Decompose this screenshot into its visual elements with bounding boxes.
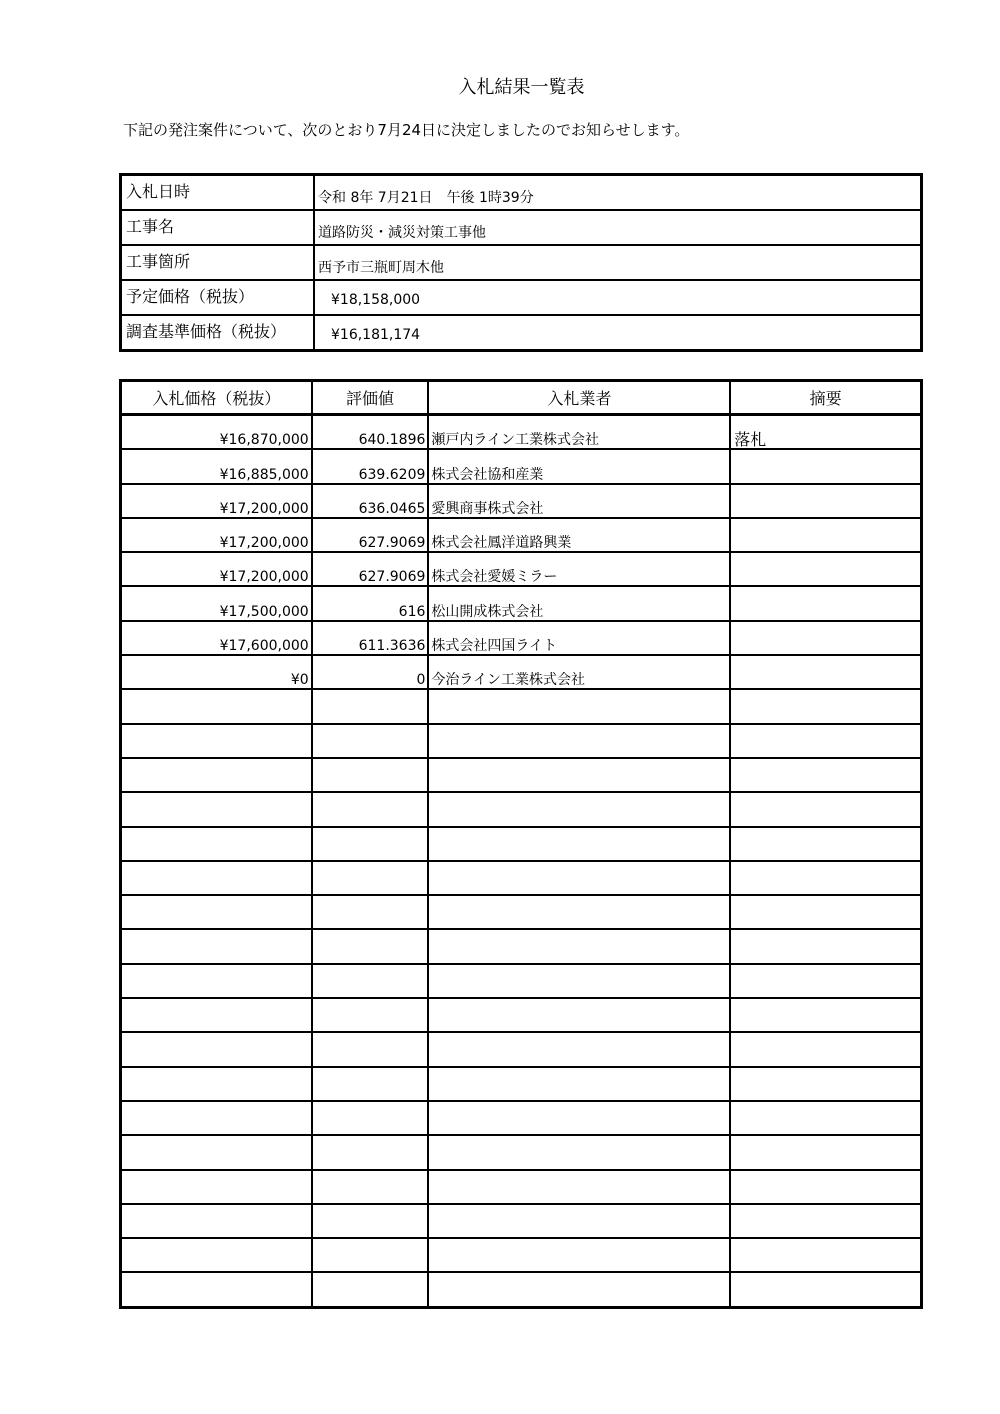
empty-cell xyxy=(730,1204,921,1238)
empty-cell xyxy=(121,964,312,998)
note-cell xyxy=(730,518,921,552)
empty-cell xyxy=(428,1135,730,1169)
empty-cell xyxy=(730,724,921,758)
empty-cell xyxy=(428,964,730,998)
bidder-cell: 株式会社協和産業 xyxy=(428,449,730,483)
empty-cell xyxy=(428,827,730,861)
empty-cell xyxy=(428,998,730,1032)
info-label: 工事名 xyxy=(121,210,315,245)
empty-cell xyxy=(121,827,312,861)
empty-cell xyxy=(730,689,921,723)
empty-row xyxy=(121,792,922,826)
note-cell xyxy=(730,449,921,483)
empty-cell xyxy=(312,1170,429,1204)
table-row xyxy=(121,655,922,689)
empty-cell xyxy=(121,929,312,963)
empty-cell xyxy=(121,724,312,758)
empty-cell xyxy=(428,1272,730,1307)
empty-cell xyxy=(730,1101,921,1135)
empty-cell xyxy=(312,1238,429,1272)
score-cell: 616 xyxy=(312,586,429,620)
empty-cell xyxy=(428,1238,730,1272)
empty-cell xyxy=(730,1272,921,1307)
empty-row xyxy=(121,1101,922,1135)
empty-cell xyxy=(730,827,921,861)
results-header-row xyxy=(121,381,922,415)
empty-row xyxy=(121,1238,922,1272)
empty-row xyxy=(121,929,922,963)
header-score: 評価値 xyxy=(312,381,429,415)
note-cell xyxy=(730,552,921,586)
empty-cell xyxy=(730,792,921,826)
empty-cell xyxy=(121,758,312,792)
info-value: ¥16,181,174 xyxy=(314,315,922,351)
empty-cell xyxy=(428,1204,730,1238)
empty-cell xyxy=(121,895,312,929)
empty-cell xyxy=(121,1135,312,1169)
note-cell xyxy=(730,655,921,689)
empty-cell xyxy=(121,792,312,826)
bidder-cell: 株式会社四国ライト xyxy=(428,621,730,655)
bid-price-cell: ¥0 xyxy=(121,655,312,689)
bid-price-cell: ¥17,600,000 xyxy=(121,621,312,655)
empty-cell xyxy=(121,998,312,1032)
empty-row xyxy=(121,689,922,723)
score-cell: 611.3636 xyxy=(312,621,429,655)
empty-cell xyxy=(312,929,429,963)
empty-row xyxy=(121,1135,922,1169)
score-cell: 640.1896 xyxy=(312,415,429,450)
table-row xyxy=(121,621,922,655)
empty-cell xyxy=(730,1032,921,1066)
info-label: 調査基準価格（税抜） xyxy=(121,315,315,351)
empty-cell xyxy=(121,1238,312,1272)
empty-cell xyxy=(121,689,312,723)
empty-row xyxy=(121,724,922,758)
bid-price-cell: ¥16,885,000 xyxy=(121,449,312,483)
empty-cell xyxy=(428,895,730,929)
empty-cell xyxy=(730,964,921,998)
empty-cell xyxy=(730,861,921,895)
page-title: 入札結果一覧表 xyxy=(458,77,585,98)
empty-cell xyxy=(121,1204,312,1238)
info-label: 予定価格（税抜） xyxy=(121,280,315,315)
empty-cell xyxy=(312,964,429,998)
empty-cell xyxy=(121,1170,312,1204)
bidder-cell: 瀬戸内ライン工業株式会社 xyxy=(428,415,730,450)
score-cell: 0 xyxy=(312,655,429,689)
bidder-cell: 今治ライン工業株式会社 xyxy=(428,655,730,689)
bid-price-cell: ¥17,200,000 xyxy=(121,484,312,518)
empty-cell xyxy=(312,689,429,723)
empty-row xyxy=(121,827,922,861)
empty-cell xyxy=(428,1170,730,1204)
note-cell xyxy=(730,586,921,620)
bid-price-cell: ¥17,500,000 xyxy=(121,586,312,620)
empty-cell xyxy=(730,895,921,929)
empty-row xyxy=(121,1272,922,1307)
empty-cell xyxy=(730,1135,921,1169)
empty-cell xyxy=(428,689,730,723)
info-row-datetime xyxy=(121,175,922,211)
empty-cell xyxy=(312,1032,429,1066)
empty-cell xyxy=(730,929,921,963)
empty-cell xyxy=(312,724,429,758)
empty-row xyxy=(121,1067,922,1101)
empty-row xyxy=(121,1204,922,1238)
empty-cell xyxy=(121,1272,312,1307)
bidder-cell: 松山開成株式会社 xyxy=(428,586,730,620)
score-cell: 627.9069 xyxy=(312,552,429,586)
empty-row xyxy=(121,861,922,895)
info-value: 道路防災・減災対策工事他 xyxy=(314,210,922,245)
header-bid-price: 入札価格（税抜） xyxy=(121,381,312,415)
intro-text: 下記の発注案件について、次のとおり7月24日に決定しましたのでお知らせします。 xyxy=(123,121,690,139)
empty-cell xyxy=(121,1032,312,1066)
empty-cell xyxy=(312,827,429,861)
empty-cell xyxy=(312,792,429,826)
empty-cell xyxy=(121,861,312,895)
empty-cell xyxy=(428,929,730,963)
empty-cell xyxy=(428,1101,730,1135)
table-row xyxy=(121,415,922,450)
empty-cell xyxy=(730,998,921,1032)
note-cell xyxy=(730,621,921,655)
info-row-survey-price xyxy=(121,315,922,351)
score-cell: 627.9069 xyxy=(312,518,429,552)
empty-cell xyxy=(730,1067,921,1101)
empty-cell xyxy=(428,724,730,758)
empty-cell xyxy=(312,861,429,895)
empty-cell xyxy=(312,998,429,1032)
empty-cell xyxy=(121,1101,312,1135)
bid-info-table xyxy=(119,173,923,352)
bidder-cell: 株式会社鳳洋道路興業 xyxy=(428,518,730,552)
bid-price-cell: ¥17,200,000 xyxy=(121,518,312,552)
empty-cell xyxy=(312,1204,429,1238)
table-row xyxy=(121,518,922,552)
empty-cell xyxy=(312,1272,429,1307)
empty-cell xyxy=(312,895,429,929)
table-row xyxy=(121,449,922,483)
empty-row xyxy=(121,895,922,929)
empty-cell xyxy=(312,1101,429,1135)
info-label: 工事箇所 xyxy=(121,245,315,280)
info-value: 令和 8年 7月21日 午後 1時39分 xyxy=(314,175,922,211)
empty-cell xyxy=(730,1170,921,1204)
empty-cell xyxy=(428,861,730,895)
empty-cell xyxy=(312,758,429,792)
empty-cell xyxy=(428,1032,730,1066)
empty-cell xyxy=(312,1067,429,1101)
info-label: 入札日時 xyxy=(121,175,315,211)
table-row xyxy=(121,484,922,518)
bidder-cell: 愛興商事株式会社 xyxy=(428,484,730,518)
empty-cell xyxy=(428,792,730,826)
score-cell: 636.0465 xyxy=(312,484,429,518)
info-value: 西予市三瓶町周木他 xyxy=(314,245,922,280)
info-row-location xyxy=(121,245,922,280)
empty-cell xyxy=(121,1067,312,1101)
note-cell xyxy=(730,484,921,518)
results-body xyxy=(121,415,922,1308)
empty-cell xyxy=(428,1067,730,1101)
bidder-cell: 株式会社愛媛ミラー xyxy=(428,552,730,586)
bid-price-cell: ¥17,200,000 xyxy=(121,552,312,586)
empty-row xyxy=(121,1170,922,1204)
info-value: ¥18,158,000 xyxy=(314,280,922,315)
info-row-planned-price xyxy=(121,280,922,315)
empty-row xyxy=(121,998,922,1032)
empty-cell xyxy=(730,1238,921,1272)
note-cell: 落札 xyxy=(730,415,921,450)
empty-row xyxy=(121,964,922,998)
table-row xyxy=(121,586,922,620)
empty-cell xyxy=(312,1135,429,1169)
bid-results-table xyxy=(119,379,923,1309)
header-note: 摘要 xyxy=(730,381,921,415)
score-cell: 639.6209 xyxy=(312,449,429,483)
info-row-project-name xyxy=(121,210,922,245)
empty-row xyxy=(121,1032,922,1066)
empty-row xyxy=(121,758,922,792)
header-bidder: 入札業者 xyxy=(428,381,730,415)
empty-cell xyxy=(428,758,730,792)
empty-cell xyxy=(730,758,921,792)
bid-price-cell: ¥16,870,000 xyxy=(121,415,312,450)
table-row xyxy=(121,552,922,586)
